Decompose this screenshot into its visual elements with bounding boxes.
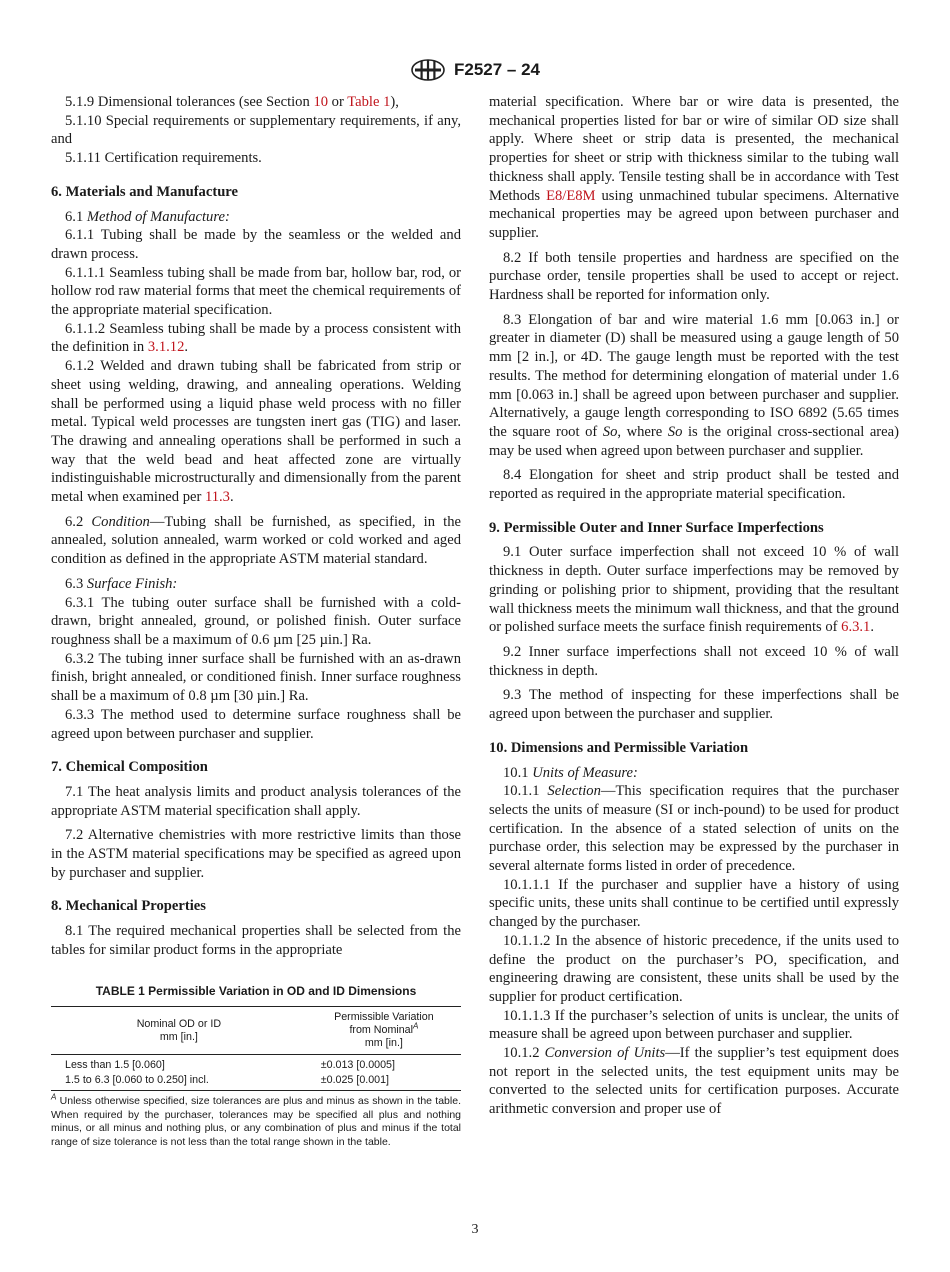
document-id: F2527 – 24	[453, 60, 540, 79]
link-11-3[interactable]: 11.3	[204, 489, 230, 506]
para-10-1: 10.1 Units of Measure:	[503, 764, 638, 781]
page-header	[0, 56, 950, 84]
left-column	[51, 93, 461, 1150]
table-cell: Less than 1.5 [0.060]	[65, 1059, 165, 1072]
para-8-4: 8.4 Elongation for sheet and strip product shall be tested and reported as required in the appropriate material specification.	[489, 467, 899, 503]
table-cell: ±0.013 [0.0005]	[320, 1059, 395, 1072]
link-6-3-1[interactable]: 6.3.1	[841, 619, 871, 636]
table-cell: 1.5 to 6.3 [0.060 to 0.250] incl.	[51, 1073, 307, 1091]
para-6-2: 6.2 Condition—Tubing shall be furnished, as specified, in the annealed, solution annealed, warm worked or cold worked and aged condition as defined in the appropriate ASTM material standard.	[51, 513, 462, 568]
table-header-nominal: Nominal OD or ID mm [in.]	[51, 1007, 307, 1055]
para-10-1-1-2: 10.1.1.2 In the absence of historic precedence, if the units used to define the product on the purchaser’s PO, specification, and engineering drawing are consistent, these units shall be used by the supplier for product certification.	[489, 932, 899, 1005]
para-10-1-1: 10.1.1 Selection—This specification requires that the purchaser selects the units of measure (SI or inch-pound) to be used for product certification. In the absence of a stated selection of units on the purchase order, this selection may be expressed by the purchaser in several alternate forms listed in order of precedence.	[489, 783, 899, 875]
link-section-10[interactable]: 10	[313, 94, 329, 110]
link-e8-e8m[interactable]: E8/E8M	[546, 187, 596, 204]
para-9-3: 9.3 The method of inspecting for these imperfections shall be agreed upon between the purchaser and supplier.	[489, 687, 899, 723]
heading-section-9: 9. Permissible Outer and Inner Surface Imperfections	[489, 519, 824, 536]
table-1-title: TABLE 1 Permissible Variation in OD and ID Dimensions	[95, 983, 417, 998]
para-7-2: 7.2 Alternative chemistries with more restrictive limits than those in the ASTM material specifications may be specified as agreed upon by purchaser and supplier.	[51, 827, 461, 881]
right-column	[489, 93, 899, 1119]
table-1-footnote: $^A$ Unless otherwise specified, size tolerances are plus and minus as shown in the table. When required by the purchaser, tolerances may be specified all plus and nothing minus, or all minus and nothing plus, or any combination of plus and minus if the total range of size tolerance is not less than the total range shown in the table.	[51, 1092, 461, 1149]
heading-section-7: 7. Chemical Composition	[51, 759, 208, 776]
table-row	[51, 1073, 461, 1091]
para-8-3: 8.3 Elongation of bar and wire material 1.6 mm [0.063 in.] or greater in diameter (D) shall be measured using a gauge length of 50 mm [2 in.], or 4D. The gauge length must be reported with the test results. The method for determining elongation of material under 1.6 mm [0.063 in.] shall be agreed upon between purchaser and supplier. Alternatively, a gauge length corresponding to ISO 6892 (5.65 times the square root of So, where So is the original cross-sectional area) may be used when agreed upon between purchaser and supplier.	[489, 311, 899, 459]
para-7-1: 7.1 The heat analysis limits and product analysis tolerances of the appropriate ASTM material specification shall apply.	[51, 783, 461, 819]
link-3-1-12[interactable]: 3.1.12	[147, 339, 185, 356]
table-header-variation: Permissible Variation from Nominal$^A$ mm [in.]	[307, 1007, 461, 1055]
heading-section-10: 10. Dimensions and Permissible Variation	[489, 739, 749, 756]
para-9-1: 9.1 Outer surface imperfection shall not exceed 10 % of wall thickness in depth. Outer surface imperfections may be removed by grinding or polishing prior to shipment, providing that the resultant wall thickness meets the minimum wall thickness, and that the ground or polished surface meets the surface finish requirements of 6.3.1.	[489, 544, 899, 636]
table-1	[51, 1006, 461, 1091]
para-6-1-1-2: 6.1.1.2 Seamless tubing shall be made by a process consistent with the definition in 3.1.12.	[51, 320, 461, 356]
para-6-1: 6.1 Method of Manufacture:	[65, 208, 230, 225]
para-10-1-2: 10.1.2 Conversion of Units—If the supplier’s test equipment does not report in the selected units, the test equipment units may be converted to the selected units for certification purposes. Accurate arithmetic conversion and proper use of	[489, 1045, 899, 1118]
table-row	[51, 1055, 461, 1074]
para-5-1-9: 5.1.9 Dimensional tolerances (see Section 10 or Table 1),	[65, 94, 399, 110]
para-6-1-1: 6.1.1 Tubing shall be made by the seamless or the welded and drawn process.	[51, 227, 461, 262]
link-table-1[interactable]: Table 1	[347, 94, 391, 110]
para-6-1-1-1: 6.1.1.1 Seamless tubing shall be made from bar, hollow bar, rod, or hollow rod raw material forms that meet the chemical requirements of the appropriate material specification.	[51, 264, 461, 319]
para-5-1-11: 5.1.11 Certification requirements.	[65, 150, 262, 167]
heading-section-6: 6. Materials and Manufacture	[51, 183, 238, 200]
para-6-3-2: 6.3.2 The tubing inner surface shall be furnished with an as-drawn finish, bright annealed, or conditioned finish. Inner surface roughness shall be a maximum of 0.8 µm [30 µin.] Ra.	[51, 650, 461, 705]
heading-section-8: 8. Mechanical Properties	[51, 898, 206, 915]
para-8-1: 8.1 The required mechanical properties shall be selected from the tables for similar product forms in the appropriate	[51, 923, 461, 958]
para-6-3: 6.3 Surface Finish:	[65, 575, 178, 592]
para-10-1-1-3: 10.1.1.3 If the purchaser’s selection of units is unclear, the units of measure shall be agreed upon between purchaser and supplier.	[489, 1007, 899, 1043]
para-5-1-10: 5.1.10 Special requirements or supplementary requirements, if any, and	[51, 112, 461, 148]
para-6-3-3: 6.3.3 The method used to determine surface roughness shall be agreed upon between purchaser and supplier.	[51, 706, 461, 742]
astm-logo-icon	[410, 58, 446, 82]
para-8-1-continued: material specification. Where bar or wire data is presented, the mechanical properties listed for bar or wire of similar OD size shall apply. Where sheet or strip data is presented, the mechanical properties for sheet or strip with thickness similar to the tubing wall thickness shall apply. Tensile testing shall be in accordance with Test Methods E8/E8M using unmachined tubular specimens. Alternative mechanical properties may be agreed upon between purchaser and supplier.	[489, 94, 899, 241]
para-10-1-1-1: 10.1.1.1 If the purchaser and supplier have a history of using specific units, these units shall continue to be certified until expressly changed by the purchaser.	[489, 876, 899, 931]
table-cell: ±0.025 [0.001]	[307, 1073, 461, 1091]
page-number: 3	[471, 1222, 479, 1237]
para-9-2: 9.2 Inner surface imperfections shall not exceed 10 % of wall thickness in depth.	[489, 643, 899, 679]
para-6-3-1: 6.3.1 The tubing outer surface shall be furnished with a cold-drawn, bright annealed, ground, or polished finish. Outer surface roughness shall be a maximum of 0.6 µm [25 µin.] Ra.	[51, 594, 461, 648]
para-8-2: 8.2 If both tensile properties and hardness are specified on the purchase order, tensile properties shall be used to accept or reject. Hardness shall be reported for information only.	[489, 249, 899, 304]
para-6-1-2: 6.1.2 Welded and drawn tubing shall be fabricated from strip or sheet using welding, drawing, and annealing operations. Welding shall be performed using a liquid phase weld process with no filler metal. Typical weld processes are tungsten inert gas (TIG) and laser. The drawing and annealing operations shall be performed in such a way that the weld bead and heat affected zone are virtually indistinguishable microstructurally and dimensionally from the parent metal when examined per 11.3.	[51, 358, 461, 506]
